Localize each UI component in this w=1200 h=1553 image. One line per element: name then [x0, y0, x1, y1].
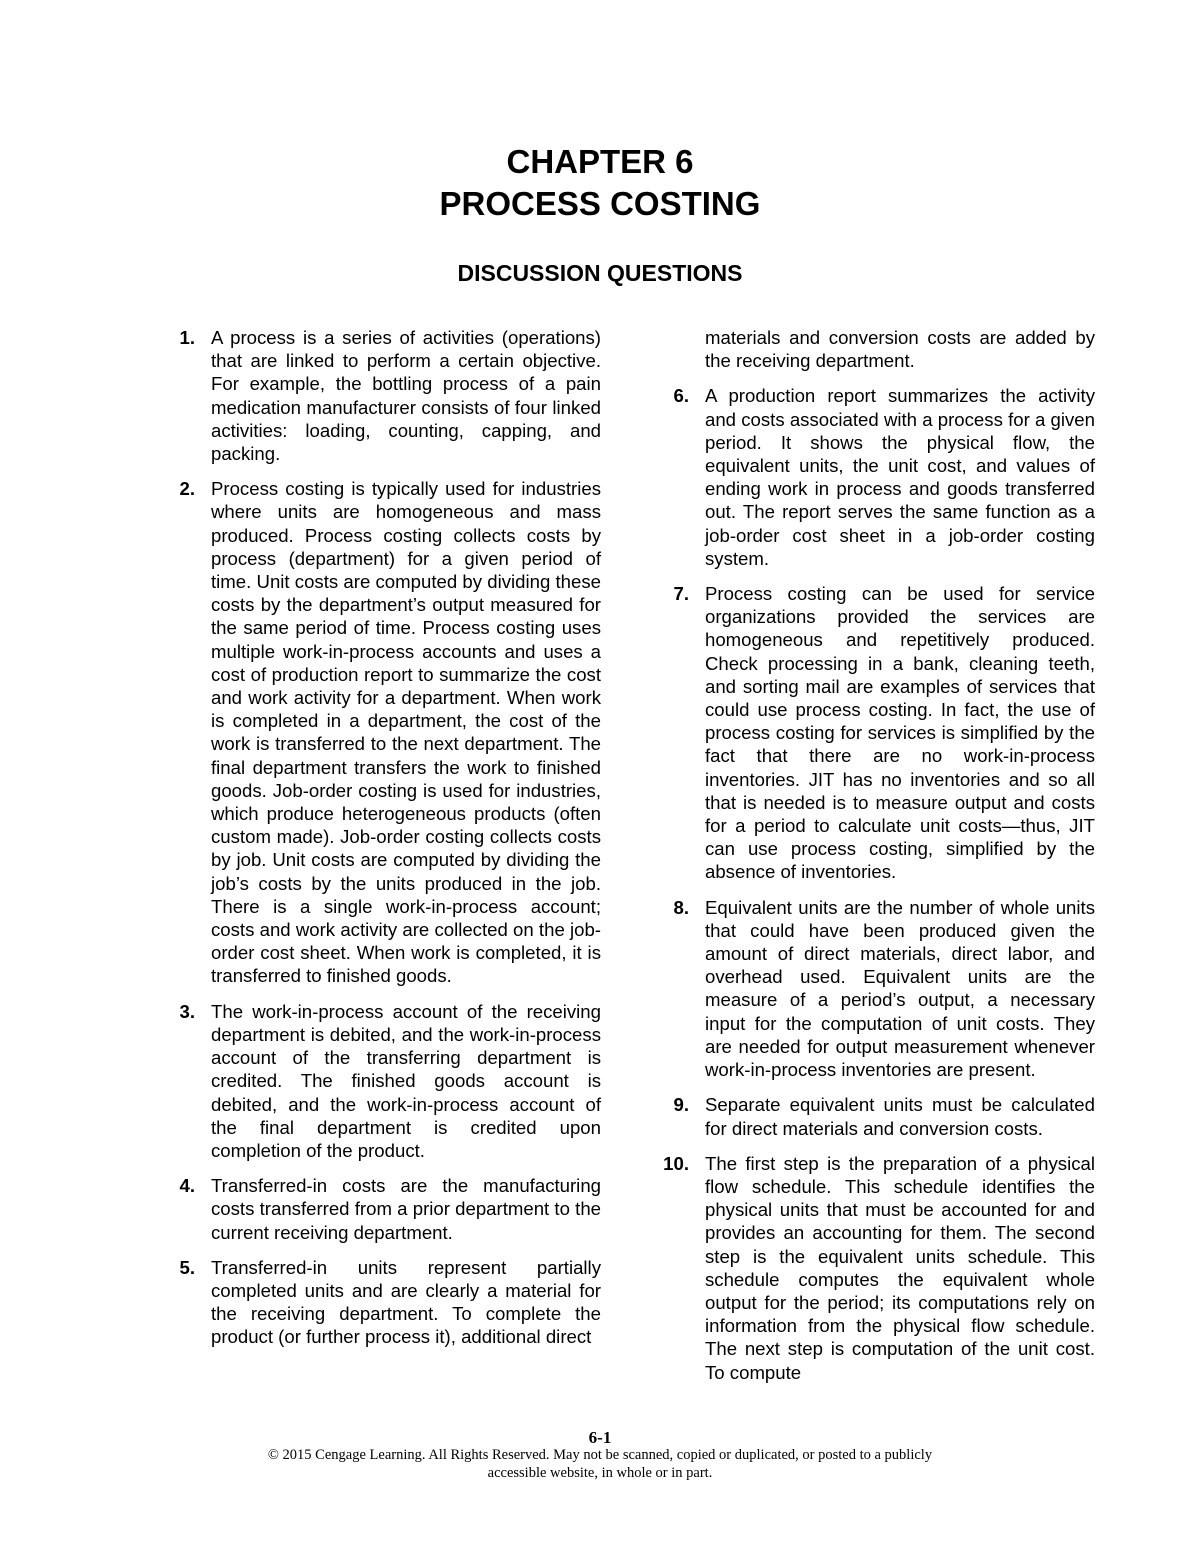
question-number: 8. [673, 896, 689, 918]
question-number: 2. [179, 478, 195, 500]
right-column [663, 326, 1095, 1396]
question-text: A process is a series of activities (operations) that are linked to perform a certain objective. For example, the bottling process of a pain medication manufacturer consists of four linked activities: loading, counting, capping, and packing. [211, 327, 601, 465]
section-heading: DISCUSSION QUESTIONS [457, 260, 743, 286]
question-text: Equivalent units are the number of whole units that could have been produced given the amount of direct materials, direct labor, and overhead used. Equivalent units are the measure of a period’s output, a necessary input for the computation of unit costs. They are needed for output measurement whenever work-in-process inventories are present. [705, 896, 1095, 1081]
question-item [179, 1174, 601, 1244]
question-text: Transferred-in units represent partially completed units and are clearly a material for the receiving department. To complete the product (or further process it), additional direct [211, 1256, 601, 1348]
question-item [673, 1093, 1095, 1139]
question-number: 9. [673, 1094, 689, 1116]
question-number: 1. [179, 327, 195, 348]
copyright-line: © 2015 Cengage Learning. All Rights Reserved. May not be scanned, copied or duplicated, or posted to a publicly [267, 1447, 933, 1463]
question-text: Separate equivalent units must be calculated for direct materials and conversion costs. [705, 1094, 1095, 1139]
question-text: Transferred-in costs are the manufacturing costs transferred from a prior department to the current receiving department. [211, 1175, 601, 1243]
question-item [179, 477, 601, 987]
question-item [179, 1000, 601, 1162]
question-item [673, 582, 1095, 884]
question-item [673, 896, 1095, 1082]
question-text: The work-in-process account of the receiving department is debited, and the work-in-process account of the transferring department is credited. The finished goods account is debited, and the work-in-process account of the final department is credited upon completion of the product. [211, 1000, 601, 1161]
chapter-title: PROCESS COSTING [439, 185, 761, 222]
page-number: 6-1 [588, 1428, 612, 1447]
question-number: 10. [663, 1152, 689, 1174]
chapter-heading: CHAPTER 6 [506, 143, 694, 180]
question-text: The first step is the preparation of a physical flow schedule. This schedule identifies the physical units that must be accounted for and provides an accounting for them. The second step is the equivalent units schedule. This schedule computes the equivalent whole output for the period; its computations rely on information from the physical flow schedule. The next step is computation of the unit cost. To compute [705, 1152, 1095, 1383]
question-number: 3. [179, 1000, 195, 1022]
question-item [663, 1152, 1095, 1384]
question-item [179, 326, 601, 465]
question-text: Process costing can be used for service organizations provided the services are homogeneous and repetitively produced. Check processing in a bank, cleaning teeth, and sorting mail are examples of services that could use process costing. In fact, the use of process costing for services is simplified by the fact that there are no work-in-process inventories. JIT has no inventories and so all that is needed is to measure output and costs for a period to calculate unit costs—thus, JIT can use process costing, simplified by the absence of inventories. [705, 583, 1095, 883]
question-text: A production report summarizes the activity and costs associated with a process for a given period. It shows the physical flow, the equivalent units, the unit cost, and values of ending work in process and goods transferred out. The report serves the same function as a job-order cost sheet in a job-order costing system. [705, 385, 1095, 569]
question-continuation [705, 326, 1095, 372]
question-number: 7. [673, 583, 689, 605]
question-number: 5. [179, 1256, 195, 1278]
question-item [673, 384, 1095, 570]
left-column [179, 326, 601, 1361]
question-number: 6. [673, 385, 689, 407]
copyright-line: accessible website, in whole or in part. [487, 1465, 713, 1481]
question-number: 4. [179, 1175, 195, 1197]
question-text: materials and conversion costs are added by the receiving department. [705, 327, 1095, 372]
question-text: Process costing is typically used for industries where units are homogeneous and mass produced. Process costing collects costs by process (department) for a given period of time. Unit costs are computed by dividing these costs by the department’s output measured for the same period of time. Process costing uses multiple work-in-process accounts and uses a cost of production report to summarize the cost and work activity for a department. When work is completed in a department, the cost of the work is transferred to the next department. The final department transfers the work to finished goods. Job-order costing is used for industries, which produce heterogeneous products (often custom made). Job-order costing collects costs by job. Unit costs are computed by dividing the job’s costs by the units produced in the job. There is a single work-in-process account; costs and work activity are collected on the job-order cost sheet. When work is completed, it is transferred to finished goods. [211, 478, 601, 987]
question-item [179, 1256, 601, 1349]
